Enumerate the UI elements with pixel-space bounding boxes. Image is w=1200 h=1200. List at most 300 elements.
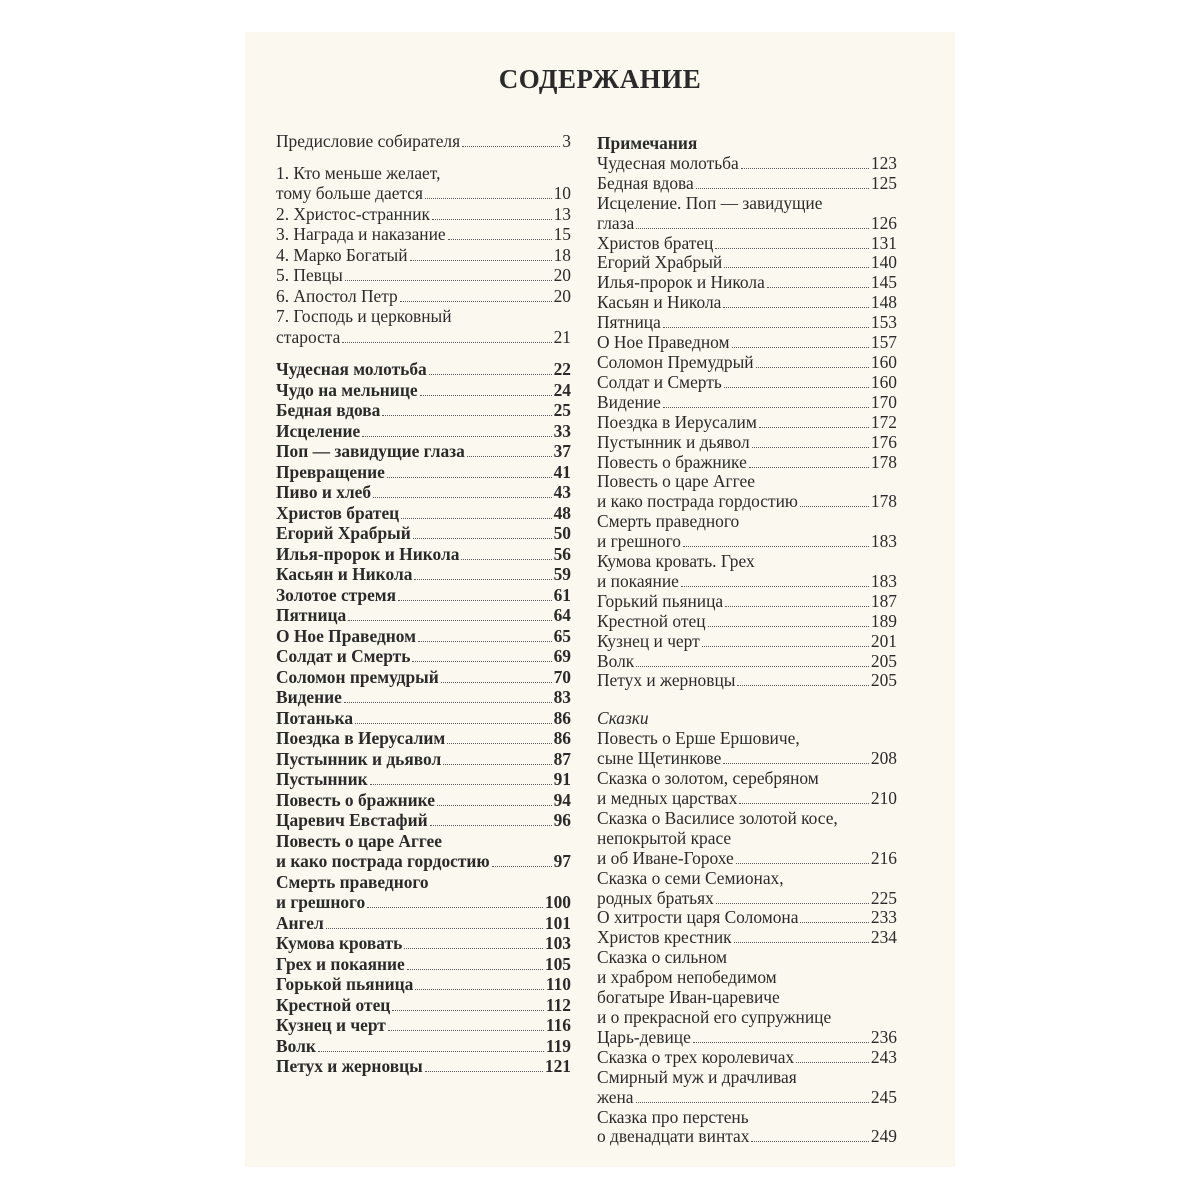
toc-entry — [597, 453, 897, 473]
toc-entry-title: Смирный муж и драчливая — [597, 1066, 797, 1087]
toc-page-number: 178 — [870, 451, 897, 472]
dot-leader — [737, 675, 868, 686]
toc-entry-title: сыне Щетинкове — [597, 748, 722, 769]
toc-page-number: 86 — [553, 728, 571, 748]
toc-entry — [597, 472, 897, 512]
toc-page-number: 110 — [545, 974, 571, 994]
toc-page-number: 125 — [870, 172, 897, 193]
dot-leader — [318, 1040, 544, 1051]
toc-entry — [597, 154, 897, 174]
dot-leader — [367, 897, 543, 908]
toc-entry — [597, 313, 897, 333]
toc-entry-title: Поездка в Иерусалим — [276, 728, 446, 748]
dot-leader — [362, 425, 551, 436]
toc-entry — [597, 512, 897, 552]
toc-entry-title: О хитрости царя Соломона — [597, 907, 799, 928]
toc-entry-title: Золотое стремя — [276, 584, 397, 605]
toc-entry — [276, 933, 571, 954]
toc-page-number: 70 — [553, 666, 571, 687]
toc-entry-title: Соломон премудрый — [276, 666, 439, 687]
book-page — [245, 32, 955, 1167]
dot-leader — [716, 892, 869, 903]
toc-page-number: 153 — [870, 312, 897, 333]
toc-entry-title: Пустынник — [276, 769, 368, 789]
toc-entry-title: и како пострада гордостию — [597, 491, 798, 512]
toc-entry-title: Чудесная молотьба — [597, 152, 739, 173]
dot-leader — [344, 692, 552, 703]
section-heading: Примечания — [597, 133, 698, 153]
toc-page-number: 233 — [870, 907, 897, 928]
toc-page-number: 56 — [553, 543, 571, 564]
dot-leader — [398, 589, 552, 600]
toc-page-number: 21 — [553, 326, 571, 347]
toc-entry — [597, 253, 897, 273]
toc-entry-title: Бедная вдова — [597, 172, 694, 193]
dot-leader — [715, 237, 869, 248]
toc-entry-title: Пятница — [276, 605, 347, 625]
dot-leader — [429, 364, 552, 375]
toc-entry — [597, 333, 897, 353]
dot-leader — [432, 208, 552, 219]
dot-leader — [448, 229, 552, 240]
toc-entry — [276, 523, 571, 544]
toc-page-number: 160 — [870, 371, 897, 392]
toc-entry-title: Волк — [597, 650, 635, 671]
dot-leader — [413, 528, 552, 539]
dot-leader — [724, 257, 869, 268]
toc-entry-title: и како пострада гордостию — [276, 851, 490, 871]
dot-leader — [636, 217, 869, 228]
toc-entry — [276, 503, 571, 524]
toc-page-number: 205 — [870, 650, 897, 671]
toc-entry — [276, 380, 571, 401]
toc-entry — [597, 273, 897, 293]
dot-leader — [725, 595, 869, 606]
toc-page-number: 121 — [544, 1056, 571, 1076]
toc-entry — [276, 462, 571, 483]
toc-entry — [276, 749, 571, 770]
toc-page-number: 157 — [870, 332, 897, 353]
toc-entry-title: Касьян и Никола — [597, 292, 722, 313]
toc-entry — [276, 646, 571, 667]
dot-leader — [420, 384, 552, 395]
toc-page-number: 119 — [545, 1035, 571, 1056]
toc-entry-title: Петух и жерновцы — [597, 670, 736, 691]
dot-leader — [414, 569, 551, 580]
toc-entry — [276, 1056, 571, 1077]
toc-page-number: 87 — [553, 748, 571, 769]
toc-page-number: 208 — [870, 748, 897, 769]
toc-entry-title: Сказка о семи Семионах, — [597, 867, 784, 888]
toc-entry-title: Видение — [597, 391, 661, 412]
dot-leader — [430, 815, 552, 826]
toc-page-number: 236 — [870, 1026, 897, 1047]
toc-entry-title: Сказка про перстень — [597, 1106, 749, 1127]
toc-entry — [597, 632, 897, 652]
toc-entry-title: Волк — [276, 1035, 316, 1056]
toc-entry-title: староста — [276, 326, 341, 347]
toc-page-number: 69 — [553, 646, 571, 666]
toc-entry-title: Крестной отец — [276, 994, 391, 1015]
toc-entry-title: Илья-пророк и Никола — [597, 272, 765, 293]
toc-page-number: 187 — [870, 590, 897, 611]
section-heading: Сказки — [597, 708, 649, 729]
toc-entry — [597, 1068, 897, 1108]
dot-leader — [663, 317, 869, 328]
toc-entry — [276, 831, 571, 872]
dot-leader — [796, 1051, 869, 1062]
toc-entry-title: Пиво и хлеб — [276, 482, 372, 502]
toc-entry-title: Ангел — [276, 912, 324, 933]
dot-leader — [326, 917, 543, 928]
toc-entry — [597, 552, 897, 592]
dot-leader — [696, 177, 869, 188]
toc-entry-title: родных братьях — [597, 887, 714, 908]
toc-entry-title: и медных царствах — [597, 788, 738, 808]
page-title: СОДЕРЖАНИЕ — [498, 64, 702, 94]
toc-entry-title: Грех и покаяние — [276, 953, 405, 974]
toc-entry-title: Солдат и Смерть — [276, 646, 411, 666]
dot-leader — [401, 507, 551, 518]
toc-entry-title: О Ное Праведном — [276, 625, 416, 646]
toc-entry — [597, 769, 897, 809]
toc-entry-title: непокрытой красе — [597, 827, 732, 848]
toc-entry-title: Солдат и Смерть — [597, 371, 722, 392]
toc-page-number: 64 — [553, 605, 571, 625]
toc-entry — [597, 729, 897, 769]
toc-entry — [276, 306, 571, 347]
dot-leader — [392, 999, 544, 1010]
dot-leader — [461, 548, 551, 559]
toc-entry-title: Предисловие собирателя — [276, 131, 461, 151]
dot-leader — [752, 436, 869, 447]
toc-page-number: 22 — [553, 359, 571, 379]
dot-leader — [400, 290, 552, 301]
toc-page-number: 145 — [870, 272, 897, 293]
dot-leader — [751, 1131, 868, 1142]
toc-entry — [276, 974, 571, 995]
toc-entry — [276, 954, 571, 975]
toc-page-number: 41 — [553, 461, 571, 482]
toc-entry — [276, 265, 571, 286]
toc-entry — [276, 564, 571, 585]
dot-leader — [342, 331, 551, 342]
toc-entry — [276, 400, 571, 421]
toc-entry-title: Смерть праведного — [276, 871, 429, 892]
toc-page-number: 176 — [870, 431, 897, 452]
dot-leader — [415, 979, 544, 990]
toc-entry — [276, 913, 571, 934]
dot-leader — [759, 416, 869, 427]
dot-leader — [681, 576, 869, 587]
toc-page-number: 123 — [870, 152, 897, 173]
toc-entry-title: Поп — завидущие глаза — [276, 441, 465, 461]
toc-page-number: 61 — [553, 584, 571, 605]
toc-entry — [597, 908, 897, 928]
dot-leader — [708, 615, 869, 626]
toc-entry — [276, 1015, 571, 1036]
dot-leader — [387, 466, 552, 477]
toc-entry — [597, 592, 897, 612]
dot-leader — [732, 337, 869, 348]
toc-page-number: 25 — [553, 400, 571, 420]
toc-entry — [597, 612, 897, 632]
dot-leader — [412, 651, 551, 662]
toc-entry-title: Кумова кровать — [276, 933, 403, 953]
toc-page-number: 65 — [553, 625, 571, 646]
toc-entry-title: Петух и жерновцы — [276, 1056, 423, 1076]
toc-entry-title: Кумова кровать. Грех — [597, 551, 755, 572]
toc-entry-title: Сказка о трех королевичах — [597, 1046, 795, 1067]
toc-entry — [276, 667, 571, 688]
dot-leader — [373, 487, 552, 498]
toc-entry-title: Видение — [276, 687, 342, 707]
toc-entry-title: Кузнец и черт — [597, 630, 700, 651]
toc-page-number: 48 — [553, 502, 571, 523]
toc-entry-title: Повесть о Ерше Ершовиче, — [597, 728, 800, 749]
toc-entry-title: Сказка о сильном — [597, 947, 727, 968]
toc-entry-title: жена — [597, 1086, 634, 1107]
toc-entry — [597, 1048, 897, 1068]
toc-entry-title: Крестной отец — [597, 610, 706, 631]
toc-left-column — [276, 131, 571, 1077]
toc-entry — [597, 393, 897, 413]
toc-page-number: 101 — [544, 912, 571, 933]
toc-entry — [276, 790, 571, 811]
dot-leader — [736, 852, 869, 863]
toc-page-number: 178 — [870, 491, 897, 512]
toc-entry-title: Пятница — [597, 312, 661, 333]
dot-leader — [734, 932, 869, 943]
toc-page-number: 225 — [870, 887, 897, 908]
toc-entry-title: Касьян и Никола — [276, 564, 413, 584]
dot-leader — [370, 774, 552, 785]
toc-entry — [276, 245, 571, 266]
dot-leader — [739, 793, 868, 804]
toc-page-number: 205 — [870, 670, 897, 691]
toc-entry — [276, 626, 571, 647]
toc-entry — [597, 293, 897, 313]
dot-leader — [702, 635, 869, 646]
toc-entry-title: 5. Певцы — [276, 265, 343, 285]
toc-entry-title: тому больше дается — [276, 183, 423, 203]
toc-page-number: 59 — [553, 564, 571, 584]
toc-page-number: 20 — [553, 265, 571, 285]
toc-entry-title: 2. Христос-странник — [276, 203, 430, 224]
dot-leader — [723, 297, 869, 308]
dot-leader — [462, 136, 560, 147]
dot-leader — [443, 753, 551, 764]
toc-page-number: 126 — [870, 212, 897, 233]
dot-leader — [407, 958, 543, 969]
dot-leader — [492, 856, 552, 867]
toc-entry-title: Исцеление. Поп — завидущие — [597, 192, 823, 213]
toc-entry — [276, 204, 571, 225]
dot-leader — [447, 733, 551, 744]
toc-page-number: 183 — [870, 531, 897, 552]
dot-leader — [693, 1031, 869, 1042]
toc-entry — [597, 353, 897, 373]
toc-entry-title: Илья-пророк и Никола — [276, 543, 460, 564]
dot-leader — [756, 357, 869, 368]
toc-entry — [276, 544, 571, 565]
dot-leader — [800, 496, 869, 507]
dot-leader — [404, 938, 543, 949]
toc-entry — [276, 687, 571, 708]
dot-leader — [345, 270, 552, 281]
toc-entry-title: и о прекрасной его супружнице — [597, 1006, 832, 1027]
toc-page-number: 24 — [553, 379, 571, 400]
toc-entry — [276, 286, 571, 307]
toc-entry-title: Пустынник и дьявол — [276, 748, 442, 769]
toc-entry-title: и покаяние — [597, 570, 679, 591]
toc-entry — [597, 869, 897, 909]
dot-leader — [441, 671, 552, 682]
toc-page-number: 243 — [870, 1046, 897, 1067]
toc-entry-title: Горький пьяница — [597, 590, 724, 611]
toc-entry-title: 7. Господь и церковный — [276, 306, 452, 326]
toc-entry-title: о двенадцати винтах — [597, 1126, 750, 1147]
toc-page-number: 13 — [553, 203, 571, 224]
toc-entry — [276, 224, 571, 245]
toc-entry — [597, 809, 897, 869]
toc-entry-title: Исцеление — [276, 420, 361, 441]
toc-page-number: 100 — [544, 892, 571, 912]
toc-page-number: 131 — [870, 232, 897, 253]
toc-entry — [276, 131, 571, 152]
toc-entry-title: и грешного — [276, 892, 366, 912]
toc-entry-title: Сказка о золотом, серебряном — [597, 768, 819, 789]
toc-entry — [276, 585, 571, 606]
toc-entry — [276, 163, 571, 204]
toc-page-number: 189 — [870, 610, 897, 631]
dot-leader — [636, 1091, 869, 1102]
dot-leader — [418, 630, 552, 641]
toc-page-number: 96 — [553, 810, 571, 830]
dot-leader — [425, 188, 552, 199]
dot-leader — [348, 610, 551, 621]
toc-entry — [597, 433, 897, 453]
toc-page-number: 234 — [870, 927, 897, 948]
dot-leader — [749, 456, 869, 467]
toc-page-number: 210 — [870, 788, 897, 808]
toc-page-number: 94 — [553, 789, 571, 810]
toc-page-number: 103 — [544, 933, 571, 953]
toc-entry-title: Повесть о бражнике — [597, 451, 747, 472]
dot-leader — [767, 277, 869, 288]
toc-entry — [276, 359, 571, 380]
dot-leader — [724, 376, 869, 387]
toc-entry-title: Пустынник и дьявол — [597, 431, 750, 452]
toc-entry — [276, 995, 571, 1016]
toc-entry — [597, 373, 897, 393]
toc-entry — [597, 671, 897, 691]
toc-page-number: 170 — [870, 391, 897, 412]
toc-entry-title: и грешного — [597, 531, 681, 552]
toc-entry — [276, 708, 571, 729]
toc-entry-title: Бедная вдова — [276, 400, 381, 420]
toc-page-number: 33 — [553, 420, 571, 441]
toc-page-number: 10 — [553, 183, 571, 203]
toc-page-number: 216 — [870, 847, 897, 868]
toc-entry-title: Горькой пьяница — [276, 974, 414, 994]
toc-entry — [597, 1108, 897, 1148]
toc-entry-title: Егорий Храбрый — [276, 523, 411, 543]
toc-page-number: 105 — [544, 953, 571, 974]
toc-entry — [276, 421, 571, 442]
toc-entry-title: Царь-девице — [597, 1026, 691, 1047]
toc-page-number: 245 — [870, 1086, 897, 1107]
toc-entry-title: Смерть праведного — [597, 511, 740, 532]
dot-leader — [741, 157, 869, 168]
toc-entry-title: Христов братец — [276, 502, 400, 523]
toc-entry-title: 4. Марко Богатый — [276, 244, 408, 265]
toc-right-column — [597, 134, 897, 1147]
toc-entry-title: Превращение — [276, 461, 385, 482]
dot-leader — [683, 536, 869, 547]
toc-entry — [597, 413, 897, 433]
toc-entry-title: Царевич Евстафий — [276, 810, 428, 830]
toc-entry — [276, 810, 571, 831]
toc-entry-title: Потанька — [276, 707, 354, 728]
toc-entry-title: и об Иване-Горохе — [597, 847, 734, 868]
toc-page-number: 183 — [870, 570, 897, 591]
toc-page-number: 112 — [545, 994, 571, 1015]
dot-leader — [388, 1020, 544, 1031]
dot-leader — [467, 446, 552, 457]
toc-entry-title: Сказка о Василисе золотой косе, — [597, 807, 838, 828]
toc-entry — [276, 769, 571, 790]
toc-entry — [276, 482, 571, 503]
toc-entry-title: 1. Кто меньше желает, — [276, 162, 441, 183]
toc-page-number: 91 — [553, 769, 571, 789]
dot-leader — [663, 396, 869, 407]
toc-entry-title: Повесть о бражнике — [276, 789, 435, 810]
toc-entry-title: глаза — [597, 212, 635, 233]
toc-entry-title: и храбром непобедимом — [597, 967, 777, 988]
toc-entry — [276, 605, 571, 626]
toc-page-number: 3 — [562, 131, 571, 151]
toc-entry-title: 6. Апостол Петр — [276, 285, 398, 306]
toc-entry — [597, 948, 897, 1048]
toc-entry-title: Чудо на мельнице — [276, 379, 418, 400]
toc-entry-title: Соломон Премудрый — [597, 351, 754, 372]
toc-page-number: 201 — [870, 630, 897, 651]
toc-page-number: 18 — [553, 244, 571, 265]
toc-page-number: 140 — [870, 252, 897, 273]
toc-page-number: 43 — [553, 482, 571, 502]
toc-page-number: 116 — [545, 1015, 571, 1035]
toc-page-number: 86 — [553, 707, 571, 728]
dot-leader — [636, 655, 869, 666]
toc-page-number: 249 — [870, 1126, 897, 1147]
toc-entry — [276, 728, 571, 749]
dot-leader — [355, 712, 551, 723]
dot-leader — [437, 794, 552, 805]
toc-page-number: 160 — [870, 351, 897, 372]
toc-entry — [276, 1036, 571, 1057]
toc-page-number: 97 — [553, 851, 571, 871]
toc-entry — [597, 174, 897, 194]
toc-entry-title: Кузнец и черт — [276, 1015, 386, 1035]
dot-leader — [800, 912, 868, 923]
dot-leader — [410, 249, 552, 260]
toc-entry-title: Поездка в Иерусалим — [597, 411, 757, 432]
toc-entry-title: Христов крестник — [597, 927, 732, 948]
toc-entry — [597, 194, 897, 234]
toc-page-number: 172 — [870, 411, 897, 432]
toc-entry-title: Христов братец — [597, 232, 714, 253]
